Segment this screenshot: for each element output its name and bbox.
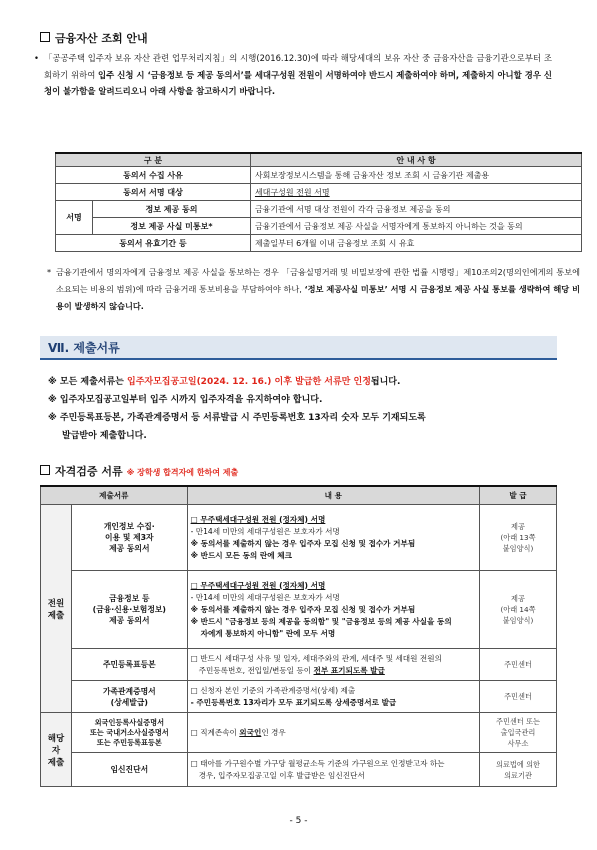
intro-paragraph: • 「공공주택 입주자 보유 자산 관련 업무처리지침」의 시행(2016.12.30)에 따라 해당세대의 보유 자산 중 금융자산을 금융기관으로부터 조회하기 위하여 입주 신청 시 ‘금융정보 등 제공 동의서’를 세대구성원 전원이 서명하여야 반드시 제출하여야 하며, 제출하지 아니할 경우 신청이 불가함을 알려드리오니 아래 사항을 참고하시기 바랍니다. [44,50,552,100]
notice-block: ※ 모든 제출서류는 입주자모집공고일(2024. 12. 16.) 이후 발급한 서류만 인정됩니다. ※ 입주자모집공고일부터 입주 시까지 입주자격을 유지하여야 합니다. ※ 주민등록표등본, 가족관계증명서 등 서류발급 시 주민등록번호 13자리 숫자 모두 기재되도록 발급받아 제출합니다. [48,377,426,441]
table-row: 해당자 제출 외국인등록사실증명서 또는 국내거소사실증명서 또는 주민등록표등본 □ 직계존속이 외국인인 경우 주민센터 또는 출입국관리 사무소 [41,713,557,753]
page-number: - 5 - [289,816,308,826]
bullet-icon: • [34,53,39,63]
table-row: 동의서 수집 사유 사회보장정보시스템을 통해 금융자산 정보 조회 시 금융기관 제출용 [56,167,582,184]
table-header-row: 구 분 안 내 사 항 [56,153,582,167]
table-row: 금융정보 등 (금융·신용·보험정보) 제공 동의서 □ 무주택세대구성원 전원 (정자체) 서명 - 만14세 미만의 세대구성원은 보호자가 서명 ※ 동의서를 제출하지 않는 경우 입주자 모집 신청 및 접수가 거부됨 ※ 반드시 "금융정보 등의 제공을 동의함" 및 "금융정보 등의 제공 사실을 동의 자에게 통보하지 아니함" 란에 모두 서명 제공 (아래 14쪽 붙임양식) [41,571,557,649]
section-banner-documents: Ⅶ. 제출서류 [40,336,557,360]
checkbox-square-icon [40,32,50,42]
table-row: 가족관계증명서 (상세발급) □ 신청자 본인 기준의 가족관계증명서(상세) 제출 - 주민등록번호 13자리가 모두 표기되도록 상세증명서로 발급 주민센터 [41,681,557,713]
table-row: 동의서 서명 대상 세대구성원 전원 서명 [56,184,582,201]
table-row: 임신진단서 □ 태아를 가구원수별 가구당 월평균소득 기준의 가구원으로 인정받고자 하는 경우, 입주자모집공고일 이후 발급받은 임신진단서 의료법에 의한 의료기관 [41,753,557,787]
table-row: 정보 제공 사실 미통보* 금융기관에서 금융정보 제공 사실을 서명자에게 통보하지 아니하는 것을 동의 [56,218,582,235]
section-heading-verification: 자격검증 서류 ※ 장학생 합격자에 한하여 제출 [40,463,238,479]
table-row: 전원 제출 개인정보 수집· 이용 및 제3자 제공 동의서 □ 무주택세대구성원 전원 (정자체) 서명 - 만14세 미만의 세대구성원은 보호자가 서명 ※ 동의서를 제출하지 않는 경우 입주자 모집 신청 및 접수가 거부됨 ※ 반드시 모든 동의 란에 체크 제공 (아래 13쪽 붙임양식) [41,505,557,571]
table-row: 동의서 유효기간 등 제출일부터 6개월 이내 금융정보 조회 시 유효 [56,235,582,252]
table-row: 서명 정보 제공 동의 금융기관에 서명 대상 전원이 각각 금융정보 제공을 동의 [56,201,582,218]
table-header-row: 제출서류 내 용 발 급 [41,486,557,505]
verification-documents-table [40,485,557,787]
section-heading-financial: 금융자산 조회 안내 [40,30,148,46]
financial-consent-table [55,152,582,252]
table-row: 주민등록표등본 □ 반드시 세대구성 사유 및 일자, 세대주와의 관계, 세대주 및 세대원 전원의 주민등록번호, 전입일/변동일 등이 전부 표기되도록 발급 주민센터 [41,649,557,681]
checkbox-square-icon [40,465,50,475]
footnote: * 금융기관에서 명의자에게 금융정보 제공 사실을 통보하는 경우 「금융실명거래 및 비밀보장에 관한 법률 시행령」제10조의2(명의인에게의 통보에 소요되는 비용의 범위)에 따라 금융거래 통보비용을 부담하여야 하나, ‘정보 제공사실 미통보’ 서명 시 금융정보 제공 사실 통보를 생략하여 해당 비용이 발생하지 않습니다. [47,267,580,311]
